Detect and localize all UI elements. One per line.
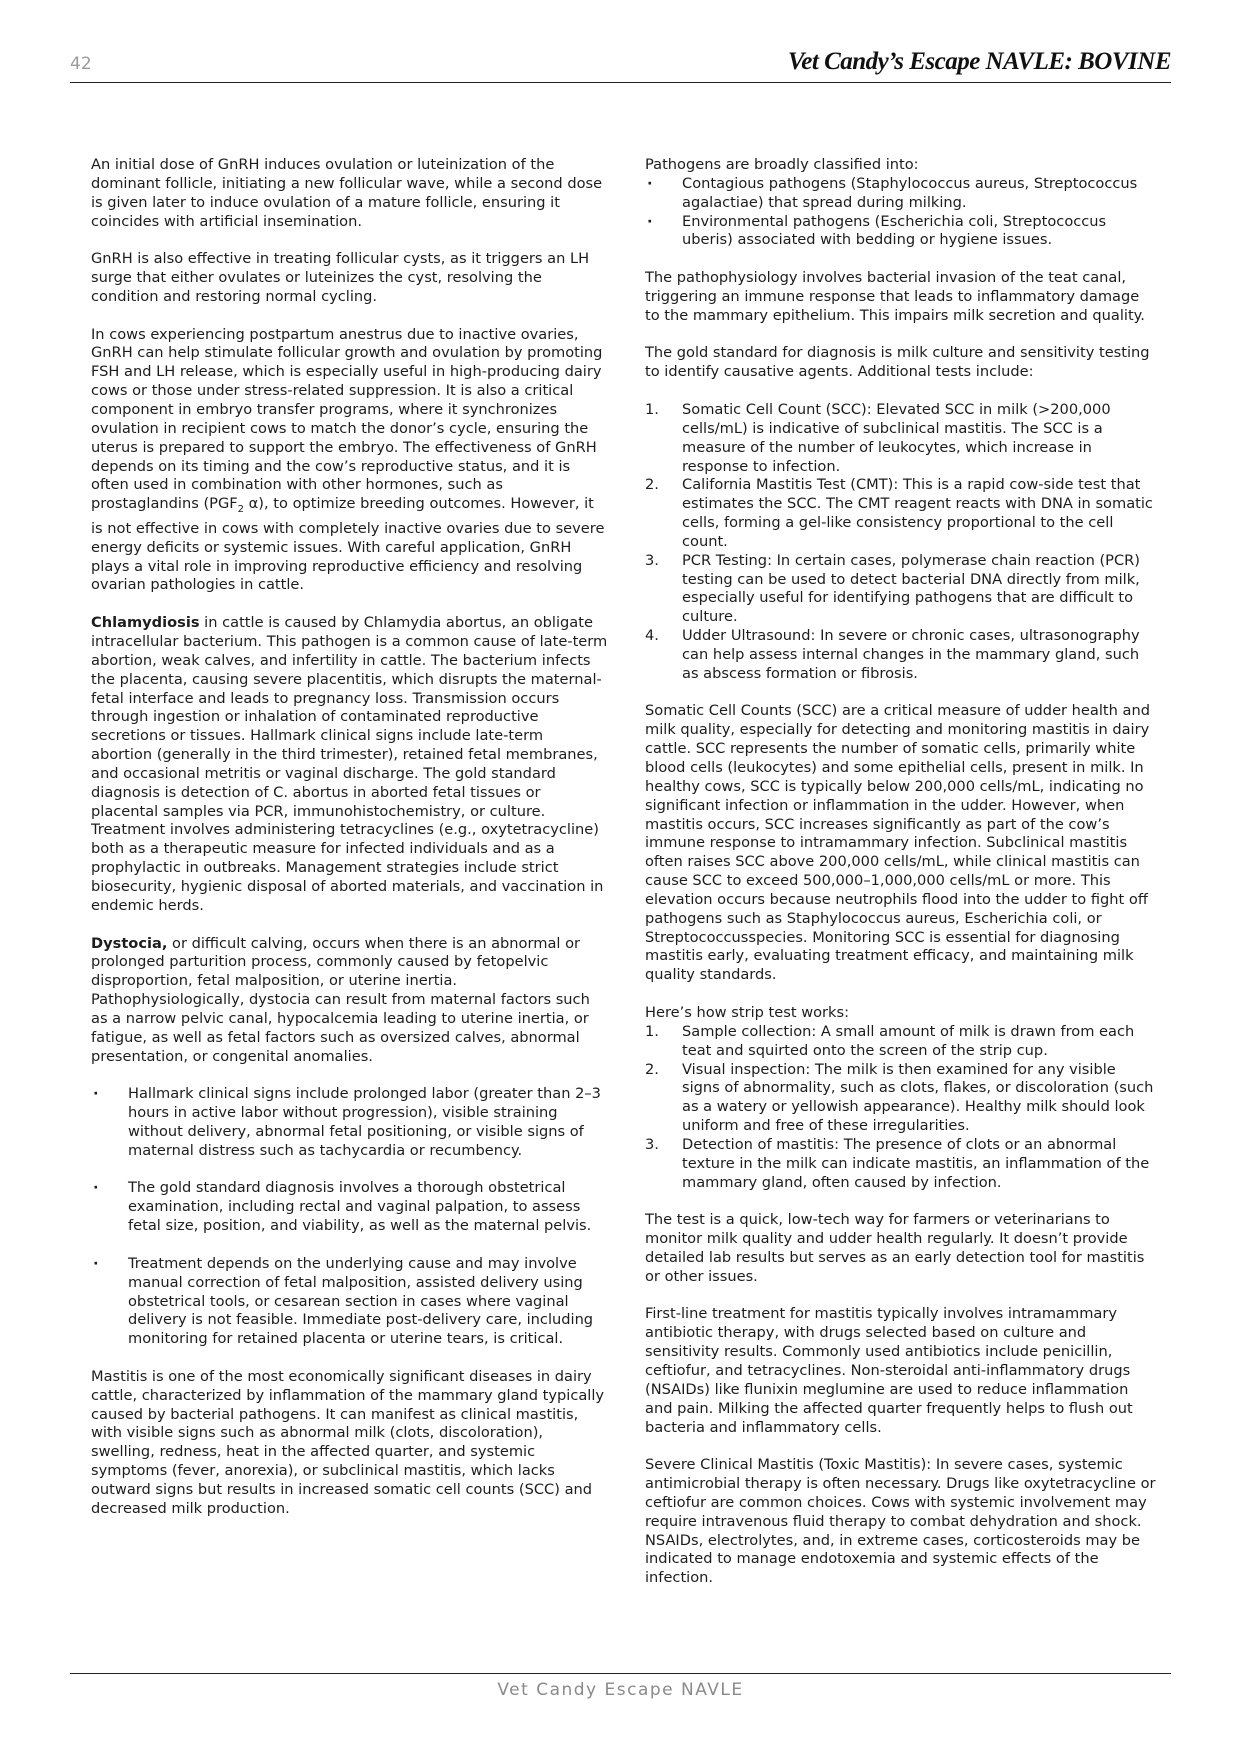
header-divider xyxy=(70,82,1171,83)
dystocia-term: Dystocia, xyxy=(91,934,168,952)
list-item xyxy=(645,1136,1157,1193)
footer-title: Vet Candy Escape NAVLE xyxy=(497,1680,744,1700)
footer-divider xyxy=(70,1673,1171,1674)
dystocia-text: or difficult calving, occurs when there is an abnormal or prolonged parturition process, commonly caused by fetopelvic disproportion, fetal malposition, or uterine inertia. Pathophysiologically, dystocia can result from maternal factors such as a narrow pelvic canal, hypocalcemia leading to uterine inertia, or fatigue, as well as fetal factors such as oversized calves, abnormal presentation, or congenital anomalies. xyxy=(91,934,590,1065)
list-item: · Contagious pathogens (Staphylococcus aureus, Streptococcus agalactiae) that spread during milking. xyxy=(645,175,1157,213)
page-number: 42 xyxy=(70,54,92,74)
list-item: · Hallmark clinical signs include prolonged labor (greater than 2–3 hours in active labor without progression), visible straining without delivery, abnormal fetal positioning, or visible signs of maternal distress such as tachycardia or recumbency. xyxy=(91,1085,608,1160)
list-number: 3. xyxy=(645,1135,659,1153)
gnrh-paragraph-3-b: α), to optimize breeding outcomes. However, it is not effective in cows with completely inactive ovaries due to severe energy deficits or systemic issues. With careful application, GnRH plays a vital role in improving reproductive efficiency and resolving ovarian pathologies in cattle. xyxy=(91,495,605,594)
gnrh-paragraph-3-a: In cows experiencing postpartum anestrus due to inactive ovaries, GnRH can help stimulate follicular growth and ovulation by promoting FSH and LH release, which is especially useful in high-producing dairy cows or those under stress-related suppression. It is also a critical component in embryo transfer programs, where it synchronizes ovulation in recipient cows to match the donor’s cycle, ensuring the uterus is prepared to support the embryo. The effectiveness of GnRH depends on its timing and the cow’s reproductive status, and it is often used in combination with other hormones, such as prostaglandins (PGF xyxy=(91,325,603,513)
list-number: 1. xyxy=(645,1022,659,1040)
list-text: Udder Ultrasound: In severe or chronic cases, ultrasonography can help assess internal changes in the mammary gland, such as abscess formation or fibrosis. xyxy=(682,627,1140,682)
pathophysiology-paragraph: The pathophysiology involves bacterial invasion of the teat canal, triggering an immune response that leads to inflammatory damage to the mammary epithelium. This impairs milk secretion and quality. xyxy=(645,269,1145,324)
list-text: Visual inspection: The milk is then examined for any visible signs of abnormality, such as clots, flakes, or discoloration (such as a watery or yellowish appearance). Healthy milk should look uniform and free of these irregularities. xyxy=(682,1060,1154,1135)
scc-paragraph: Somatic Cell Counts (SCC) are a critical measure of udder health and milk quality, especially for detecting and monitoring mastitis in dairy cattle. SCC represents the number of somatic cells, primarily white blood cells (leukocytes) and some epithelial cells, present in milk. In healthy cows, SCC is typically below 200,000 cells/mL, indicating no significant infection or inflammation in the udder. However, when mastitis occurs, SCC increases significantly as part of the cow’s immune response to intramammary infection. Subclinical mastitis often raises SCC above 200,000 cells/mL, while clinical mastitis can cause SCC to exceed 500,000–1,000,000 cells/mL or more. This elevation occurs because neutrophils flood into the udder to fight off pathogens such as Staphylococcus aureus, Escherichia coli, or Streptococcusspecies. Monitoring SCC is essential for diagnosing mastitis early, evaluating treatment efficacy, and maintaining milk quality standards. xyxy=(645,702,1150,984)
gnrh-paragraph-1: An initial dose of GnRH induces ovulation or luteinization of the dominant follicle, initiating a new follicular wave, while a second dose is given later to induce ovulation of a mature follicle, ensuring it coincides with artificial insemination. xyxy=(91,156,603,230)
pgf-subscript: 2 xyxy=(237,504,245,516)
list-item xyxy=(645,1061,1157,1136)
first-line-treatment: First-line treatment for mastitis typically involves intramammary antibiotic therapy, with drugs selected based on culture and sensitivity results. Commonly used antibiotics include penicillin, ceftiofur, and tetracyclines. Non-steroidal anti-inflammatory drugs (NSAIDs) like flunixin meglumine are used to reduce inflammation and pain. Milking the affected quarter frequently helps to flush out bacteria and inflammatory cells. xyxy=(645,1305,1133,1436)
list-number: 3. xyxy=(645,551,659,569)
severe-mastitis-paragraph: Severe Clinical Mastitis (Toxic Mastitis): In severe cases, systemic antimicrobial therapy is often necessary. Drugs like oxytetracycline or ceftiofur are common choices. Cows with systemic involvement may require intravenous fluid therapy to combat dehydration and shock. NSAIDs, electrolytes, and, in extreme cases, corticosteroids may be indicated to manage endotoxemia and systemic effects of the infection. xyxy=(645,1456,1156,1587)
pathogen-bullets xyxy=(645,175,1157,250)
list-number: 1. xyxy=(645,400,659,418)
list-item: · Environmental pathogens (Escherichia coli, Streptococcus uberis) associated with bedding or hygiene issues. xyxy=(645,213,1157,251)
chlamydiosis-paragraph xyxy=(91,614,608,916)
list-text: Sample collection: A small amount of milk is drawn from each teat and squirted onto the screen of the strip cup. xyxy=(682,1022,1135,1059)
list-item: · The gold standard diagnosis involves a thorough obstetrical examination, including rectal and vaginal palpation, to assess fetal size, position, and viability, as well as the maternal pelvis. xyxy=(91,1179,608,1236)
strip-test-steps xyxy=(645,1023,1157,1193)
diagnostic-tests-list xyxy=(645,401,1157,684)
chlamydiosis-term: Chlamydiosis xyxy=(91,614,200,632)
list-item: · Treatment depends on the underlying cause and may involve manual correction of fetal malposition, assisted delivery using obstetrical tools, or cesarean section in cases where vaginal delivery is not feasible. Immediate post-delivery care, including monitoring for retained placenta or uterine tears, is critical. xyxy=(91,1255,608,1349)
strip-test-intro: Here’s how strip test works: xyxy=(645,1003,850,1021)
list-text: Somatic Cell Count (SCC): Elevated SCC in milk (>200,000 cells/mL) is indicative of subclinical mastitis. The SCC is a measure of the number of leukocytes, which increase in response to infection. xyxy=(682,400,1111,475)
dystocia-paragraph xyxy=(91,935,608,1067)
dystocia-bullets xyxy=(91,1085,608,1349)
list-text: California Mastitis Test (CMT): This is a rapid cow-side test that estimates the SCC. The CMT reagent reacts with DNA in somatic cells, forming a gel-like consistency proportional to the cell count. xyxy=(682,476,1153,550)
left-column xyxy=(91,156,608,1538)
diagnosis-intro: The gold standard for diagnosis is milk culture and sensitivity testing to identify causative agents. Additional tests include: xyxy=(645,344,1150,381)
list-text: PCR Testing: In certain cases, polymerase chain reaction (PCR) testing can be used to detect bacterial DNA directly from milk, especially useful for identifying pathogens that are difficult to culture. xyxy=(682,551,1140,626)
strip-test-summary: The test is a quick, low-tech way for farmers or veterinarians to monitor milk quality and udder health regularly. It doesn’t provide detailed lab results but serves as an early detection tool for mastitis or other issues. xyxy=(645,1211,1145,1285)
list-item xyxy=(645,401,1157,476)
list-item xyxy=(645,552,1157,627)
list-number: 2. xyxy=(645,476,659,494)
mastitis-intro: Mastitis is one of the most economically significant diseases in dairy cattle, characterized by inflammation of the mammary gland typically caused by bacterial pathogens. It can manifest as clinical mastitis, with visible signs such as abnormal milk (clots, discoloration), swelling, redness, heat in the affected quarter, and systemic symptoms (fever, anorexia), or subclinical mastitis, which lacks outward signs but results in increased somatic cell counts (SCC) and decreased milk production. xyxy=(91,1367,605,1517)
pathogens-intro: Pathogens are broadly classified into: xyxy=(645,156,919,173)
chlamydiosis-text: in cattle is caused by Chlamydia abortus, an obligate intracellular bacterium. This pathogen is a common cause of late-term abortion, weak calves, and infertility in cattle. The bacterium infects the placenta, causing severe placentitis, which disrupts the maternal-fetal interface and leads to pregnancy loss. Transmission occurs through ingestion or inhalation of contaminated reproductive secretions or tissues. Hallmark clinical signs include late-term abortion (generally in the third trimester), retained fetal membranes, and occasional metritis or vaginal discharge. The gold standard diagnosis is detection of C. abortus in aborted fetal tissues or placental samples via PCR, immunohistochemistry, or culture. Treatment involves administering tetracyclines (e.g., oxytetracycline) both as a therapeutic measure for infected individuals and as a prophylactic in outbreaks. Management strategies include strict biosecurity, hygienic disposal of aborted materials, and vaccination in endemic herds. xyxy=(91,614,608,914)
right-column xyxy=(645,156,1157,1607)
gnrh-paragraph-2: GnRH is also effective in treating follicular cysts, as it triggers an LH surge that either ovulates or luteinizes the cyst, resolving the condition and restoring normal cycling. xyxy=(91,250,590,305)
gnrh-paragraph-3 xyxy=(91,326,608,596)
list-number: 4. xyxy=(645,627,659,645)
list-item xyxy=(645,627,1157,684)
list-number: 2. xyxy=(645,1060,659,1078)
list-text: Detection of mastitis: The presence of clots or an abnormal texture in the milk can indicate mastitis, an inflammation of the mammary gland, often caused by infection. xyxy=(682,1135,1150,1191)
list-item xyxy=(645,1023,1157,1061)
running-title: Vet Candy’s Escape NAVLE: BOVINE xyxy=(787,48,1171,75)
list-item xyxy=(645,476,1157,551)
